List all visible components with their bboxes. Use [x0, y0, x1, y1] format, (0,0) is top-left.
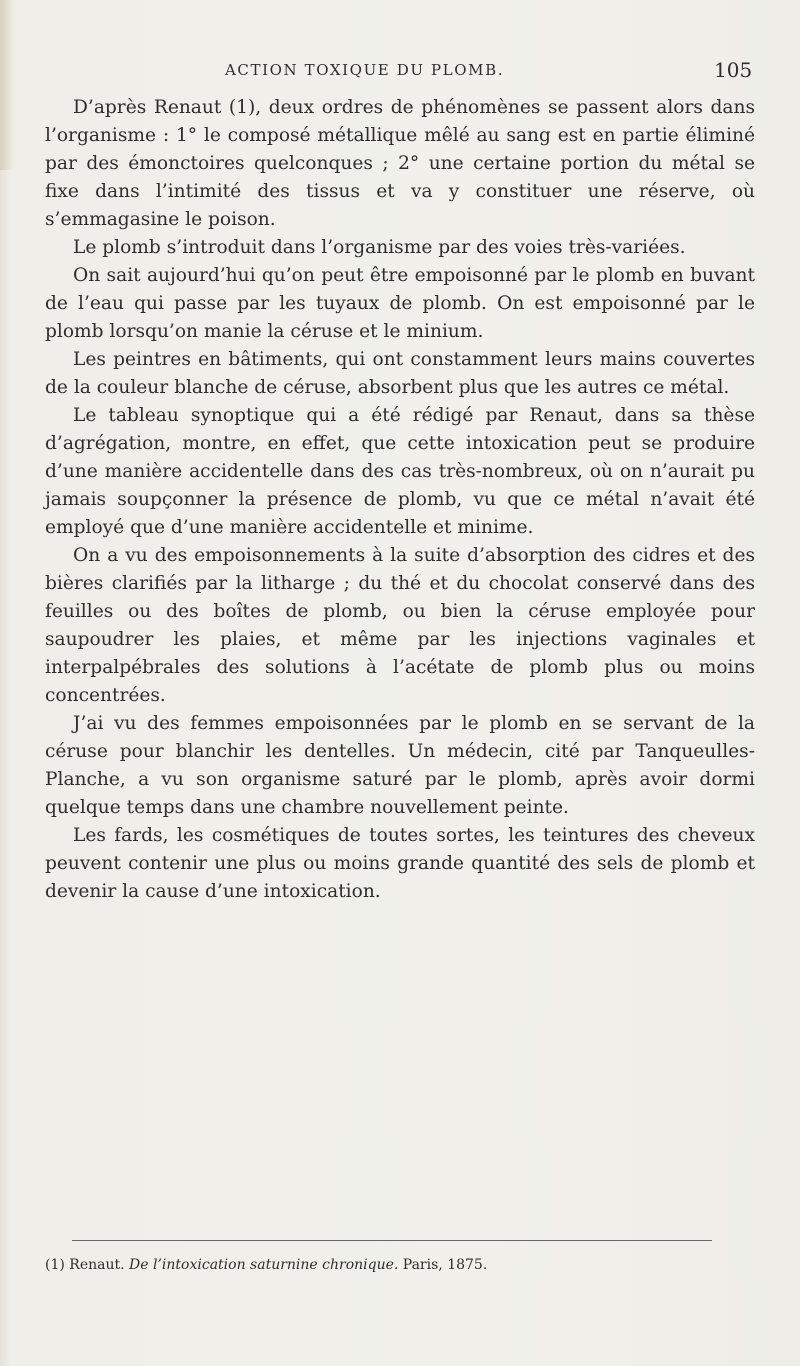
- paragraph: D’après Renaut (1), deux ordres de phénomènes se passent alors dans l’organisme : 1° le composé métallique mêlé au sang est en partie éliminé par des émonctoires quelconques ; 2° une certaine portion du métal se fixe dans l’intimité des tissus et va y constituer une réserve, où s’emmagasine le poison.: [45, 97, 755, 230]
- paragraph: J’ai vu des femmes empoisonnées par le plomb en se servant de la céruse pour blanchir les dentelles. Un médecin, cité par Tanqueulles-Planche, a vu son organisme saturé par le plomb, après avoir dormi quelque temps dans une chambre nouvellement peinte.: [45, 713, 755, 818]
- footnote-title: De l’intoxication saturnine chronique.: [129, 1257, 399, 1273]
- page-edge-shadow: [0, 0, 14, 170]
- footnote: [45, 1256, 745, 1274]
- body-text: [45, 94, 755, 906]
- paragraph: Le plomb s’introduit dans l’organisme par des voies très-variées.: [73, 237, 686, 258]
- paragraph: Les peintres en bâtiments, qui ont constamment leurs mains couvertes de la couleur blanche de céruse, absorbent plus que les autres ce métal.: [45, 349, 755, 398]
- paragraph: Les fards, les cosmétiques de toutes sortes, les teintures des cheveux peuvent contenir une plus ou moins grande quantité des sels de plomb et devenir la cause d’une intoxication.: [45, 825, 755, 902]
- paragraph: Le tableau synoptique qui a été rédigé par Renaut, dans sa thèse d’agrégation, montre, en effet, que cette intoxication peut se produire d’une manière accidentelle dans des cas très-nombreux, où on n’aurait pu jamais soupçonner la présence de plomb, vu que ce métal n’avait été employé que d’une manière accidentelle et minime.: [45, 405, 755, 538]
- footnote-publication: Paris, 1875.: [402, 1257, 488, 1273]
- footnote-author: Renaut.: [69, 1257, 125, 1273]
- footnote-marker: (1): [45, 1257, 65, 1273]
- paragraph: On sait aujourd’hui qu’on peut être empoisonné par le plomb en buvant de l’eau qui passe par les tuyaux de plomb. On est empoisonné par le plomb lorsqu’on manie la céruse et le minium.: [45, 265, 755, 342]
- paragraph: On a vu des empoisonnements à la suite d’absorption des cidres et des bières clarifiés par la litharge ; du thé et du chocolat conservé dans des feuilles ou des boîtes de plomb, ou bien la céruse employée pour saupoudrer les plaies, et même par les injections vaginales et interpalpébrales des solutions à l’acétate de plomb plus ou moins concentrées.: [45, 545, 755, 706]
- running-title: ACTION TOXIQUE DU PLOMB.: [225, 61, 505, 79]
- footnote-separator: [72, 1240, 712, 1241]
- page-number: 105: [714, 58, 753, 82]
